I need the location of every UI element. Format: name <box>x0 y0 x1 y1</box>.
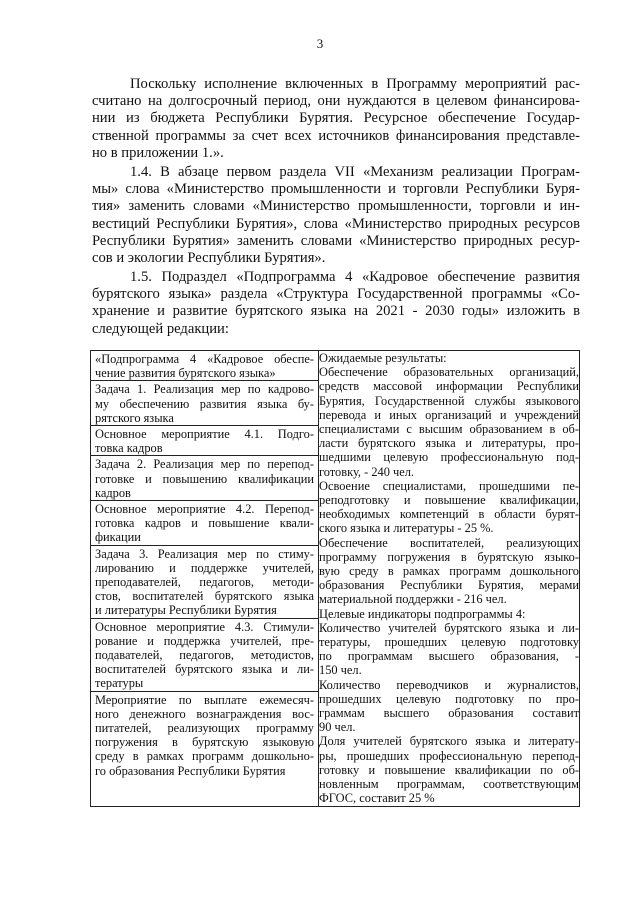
text-line: готовку и повышение квалификации по об- <box>319 762 579 777</box>
text-line: го образования Республики Бурятия <box>95 763 286 778</box>
text-line: ры, прошедших профессиональную перепод- <box>319 748 579 763</box>
text-line: Количество переводчиков и журналистов, <box>319 677 579 692</box>
text-line: но в приложении 1.». <box>92 144 224 161</box>
table-right-column <box>319 351 580 807</box>
text-line: воспитателей бурятского языка и ли- <box>95 662 314 677</box>
table-cell-measure <box>91 692 318 778</box>
text-line: граммам высшего образования составит <box>319 706 579 721</box>
text-line: образования Республики Бурятия, мерами <box>319 578 579 593</box>
text-line: бурятского языка» раздела «Структура Государственной программы «Со- <box>92 286 580 303</box>
table-cell-activity-4-1 <box>91 426 318 456</box>
table-cell-task-2 <box>91 456 318 501</box>
text-line: новленным программам, соответствующим <box>319 777 579 792</box>
text-line: готовке и повышению квалификации <box>95 471 314 486</box>
text-line: программу погружения в бурятскую языко- <box>319 549 579 564</box>
text-line: ного денежного вознаграждения вос- <box>95 706 314 721</box>
text-line: кадров <box>95 485 131 500</box>
text-line: ского языка и литературы - 25 %. <box>319 521 494 536</box>
text-line: лированию и поддержке учителей, <box>95 560 314 575</box>
text-line: Основное мероприятие 4.3. Стимули- <box>95 619 314 634</box>
table-cell-activity-4-3 <box>91 619 318 692</box>
text-line: Доля учителей бурятского языка и литерату- <box>319 734 579 749</box>
text-line: Мероприятие по выплате ежемесяч- <box>95 692 314 707</box>
text-line: «Подпрограмма 4 «Кадровое обеспе- <box>95 352 314 366</box>
text-line: вую среду в рамках программ дошкольного <box>319 564 579 579</box>
text-line: ственной программы за счет всех источников финансирования представле- <box>92 127 580 144</box>
text-line: и литературы Республики Бурятия <box>95 603 277 618</box>
text-line: Республики Бурятия» заменить словами «Министерство природных ресур- <box>92 232 580 249</box>
text-line: среду в рамках программ дошкольно- <box>95 749 314 764</box>
text-line: мы» слова «Министерство промышленности и торговли Республики Буря- <box>92 181 580 198</box>
paragraph-1 <box>92 76 580 162</box>
text-line: Задача 1. Реализация мер по кадрово- <box>95 382 314 397</box>
text-line: готовку, - 240 чел. <box>319 464 415 479</box>
text-line: вестиций Республики Бурятия», слова «Министерство природных ресурсов <box>92 215 580 232</box>
text-line: 1.5. Подраздел «Подпрограмма 4 «Кадровое обеспечение развития <box>130 269 580 285</box>
text-line: необходимых компетенций в области бурят- <box>319 507 579 522</box>
text-line: Основное мероприятие 4.1. Подго- <box>95 427 314 442</box>
text-line: Освоение специалистами, прошедшими пе- <box>319 478 579 493</box>
text-line: подавателей, педагогов, методистов, <box>95 648 314 663</box>
table-cell-activity-4-2 <box>91 501 318 546</box>
text-line: преподавателей, педагогов, методи- <box>95 575 314 590</box>
text-line: следующей редакции: <box>92 320 229 337</box>
text-line: Ожидаемые результаты: <box>319 351 447 365</box>
text-line: рятского языка <box>95 410 174 425</box>
text-line: хранение и развитие бурятского языка на 2021 - 2030 годы» изложить в <box>92 303 580 320</box>
table-cell-task-1 <box>91 381 318 426</box>
text-line: Обеспечение воспитателей, реализующих <box>319 535 579 550</box>
text-line: прошедших целевую подготовку по про- <box>319 691 579 706</box>
page-number: 3 <box>316 36 324 51</box>
text-line: стов, воспитателей бурятского языка <box>95 589 314 604</box>
table-cell-subprogram <box>91 351 318 381</box>
text-line: фикации <box>95 530 141 545</box>
text-line: готовка кадров и повышение квали- <box>95 516 314 531</box>
text-line: считано на долгосрочный период, они нуждаются в целевом финансирова- <box>92 93 580 110</box>
text-line: шедшими целевую профессиональную под- <box>319 450 579 465</box>
text-line: Обеспечение образовательных организаций, <box>319 365 579 380</box>
text-line: Количество учителей бурятского языка и ли- <box>319 620 579 635</box>
subprogram-table <box>90 350 580 807</box>
text-line: реподготовку и повышение квалификации, <box>319 493 579 508</box>
text-line: тературы <box>95 676 144 691</box>
text-line: погружения в бурятскую языковую <box>95 735 314 750</box>
text-line: по программам высшего образования, - <box>319 649 579 664</box>
text-line: 150 чел. <box>319 663 362 678</box>
text-line: 1.4. В абзаце первом раздела VII «Механизм реализации Програм- <box>130 164 580 180</box>
text-line: специалистами с высшим образованием в об- <box>319 422 579 437</box>
text-line: средств массовой информации Республики <box>319 379 579 394</box>
text-line: рование и поддержка учителей, пре- <box>95 633 314 648</box>
text-line: тия» заменить словами «Министерство промышленности, торговли и ин- <box>92 198 580 215</box>
text-line: сов и экологии Республики Бурятия». <box>92 250 326 267</box>
table-left-column <box>91 351 319 807</box>
text-line: Основное мероприятие 4.2. Перепод- <box>95 502 314 517</box>
text-line: Целевые индикаторы подпрограммы 4: <box>319 606 526 621</box>
text-line: 90 чел. <box>319 720 356 735</box>
text-line: ФГОС, составит 25 % <box>319 791 435 806</box>
text-line: Задача 3. Реализация мер по стиму- <box>95 546 314 561</box>
text-line: перевода и иных организаций и учреждений <box>319 407 579 422</box>
table-cell-task-3 <box>91 546 318 619</box>
text-line: чение развития бурятского языка» <box>95 366 276 381</box>
text-line: му обеспечению развития языка бу- <box>95 396 314 411</box>
paragraph-3 <box>92 269 580 338</box>
text-line: Бурятия, Государственной службы языкового <box>319 393 579 408</box>
text-line: Поскольку исполнение включенных в Программу мероприятий рас- <box>130 76 580 92</box>
text-line: питателей, реализующих программу <box>95 721 314 736</box>
text-line: Задача 2. Реализация мер по перепод- <box>95 457 314 472</box>
text-line: товка кадров <box>95 441 163 456</box>
text-line: материальной поддержки - 216 чел. <box>319 592 507 607</box>
text-line: тературы, прошедших целевую подготовку <box>319 635 579 650</box>
paragraph-2 <box>92 164 580 267</box>
text-line: нии из бюджета Республики Бурятия. Ресурсное обеспечение Государ- <box>92 110 580 127</box>
text-line: ласти бурятского языка и литературы, про- <box>319 436 579 451</box>
